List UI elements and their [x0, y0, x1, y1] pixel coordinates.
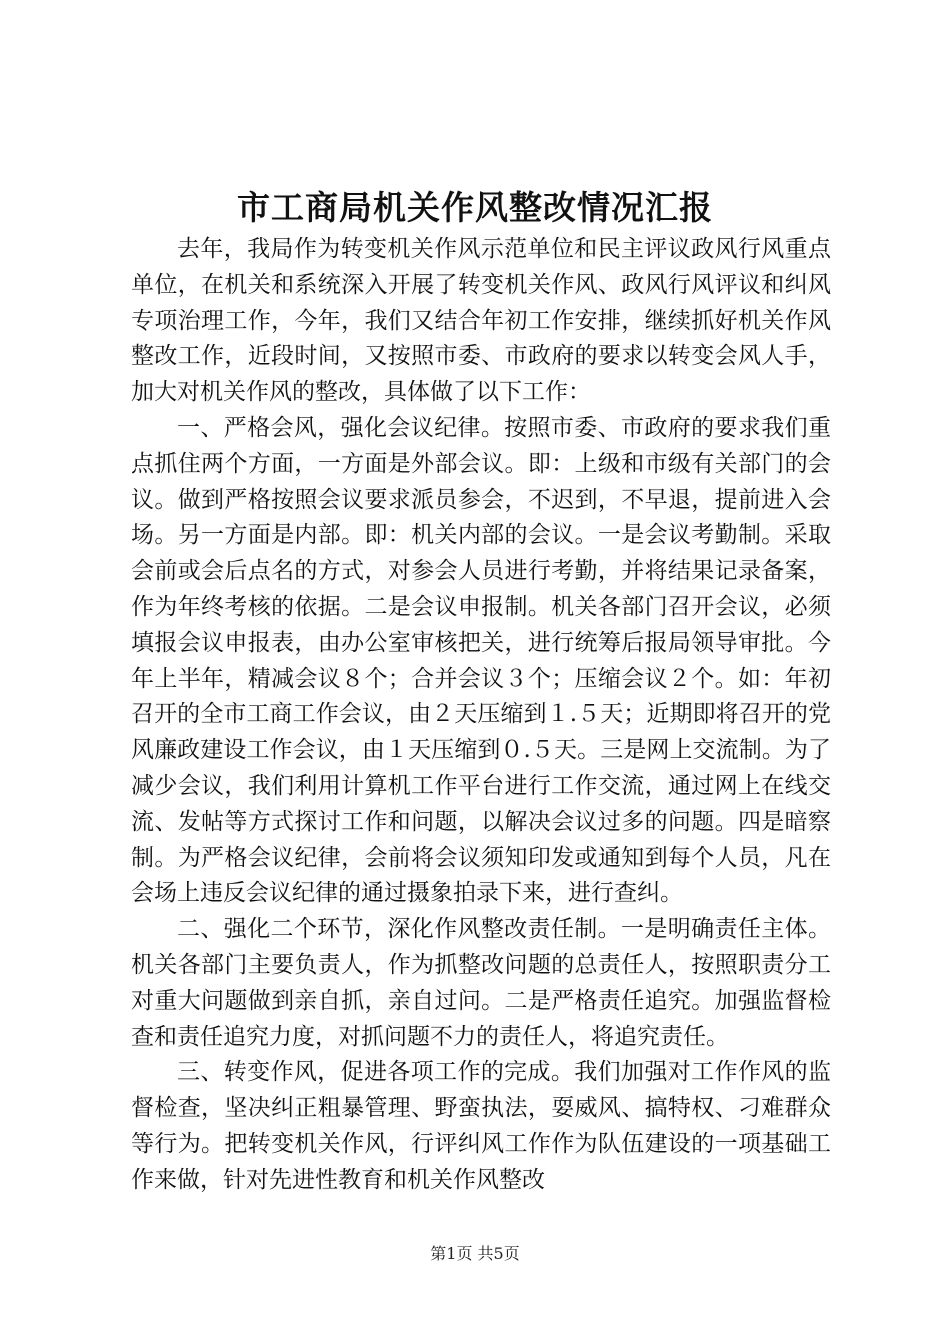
paragraph-intro: 去年，我局作为转变机关作风示范单位和民主评议政风行风重点单位，在机关和系统深入开展了转变机关作风、政风行风评议和纠风专项治理工作，今年，我们又结合年初工作安排，继续抓好机关作风整改工作，近段时间，又按照市委、市政府的要求以转变会风人手，加大对机关作风的整改，具体做了以下工作： [131, 236, 831, 406]
document-body [131, 232, 831, 1199]
page-number-footer: 第1页 共5页 [430, 1244, 520, 1263]
paragraph-section-3: 三、转变作风，促进各项工作的完成。我们加强对工作作风的监督检查，坚决纠正粗暴管理、野蛮执法，耍威风、搞特权、刁难群众等行为。把转变机关作风，行评纠风工作作为队伍建设的一项基础工作来做，针对先进性教育和机关作风整改 [131, 1059, 831, 1193]
paragraph-section-1: 一、严格会风，强化会议纪律。按照市委、市政府的要求我们重点抓住两个方面，一方面是外部会议。即：上级和市级有关部门的会议。做到严格按照会议要求派员参会，不迟到，不早退，提前进入会场。另一方面是内部。即：机关内部的会议。一是会议考勤制。采取会前或会后点名的方式，对参会人员进行考勤，并将结果记录备案，作为年终考核的依据。二是会议申报制。机关各部门召开会议，必须填报会议申报表，由办公室审核把关，进行统筹后报局领导审批。今年上半年，精减会议８个；合并会议３个；压缩会议２个。如：年初召开的全市工商工作会议，由２天压缩到１.５天；近期即将召开的党风廉政建设工作会议，由１天压缩到０.５天。三是网上交流制。为了减少会议，我们利用计算机工作平台进行工作交流，通过网上在线交流、发帖等方式探讨工作和问题，以解决会议过多的问题。四是暗察制。为严格会议纪律，会前将会议须知印发或通知到每个人员，凡在会场上违反会议纪律的通过摄象拍录下来，进行查纠。 [131, 414, 831, 907]
paragraph-section-2: 二、强化二个环节，深化作风整改责任制。一是明确责任主体。机关各部门主要负责人，作为抓整改问题的总责任人，按照职责分工对重大问题做到亲自抓，亲自过问。二是严格责任追究。加强监督检查和责任追究力度，对抓问题不力的责任人，将追究责任。 [131, 916, 831, 1050]
document-title: 市工商局机关作风整改情况汇报 [237, 188, 713, 227]
